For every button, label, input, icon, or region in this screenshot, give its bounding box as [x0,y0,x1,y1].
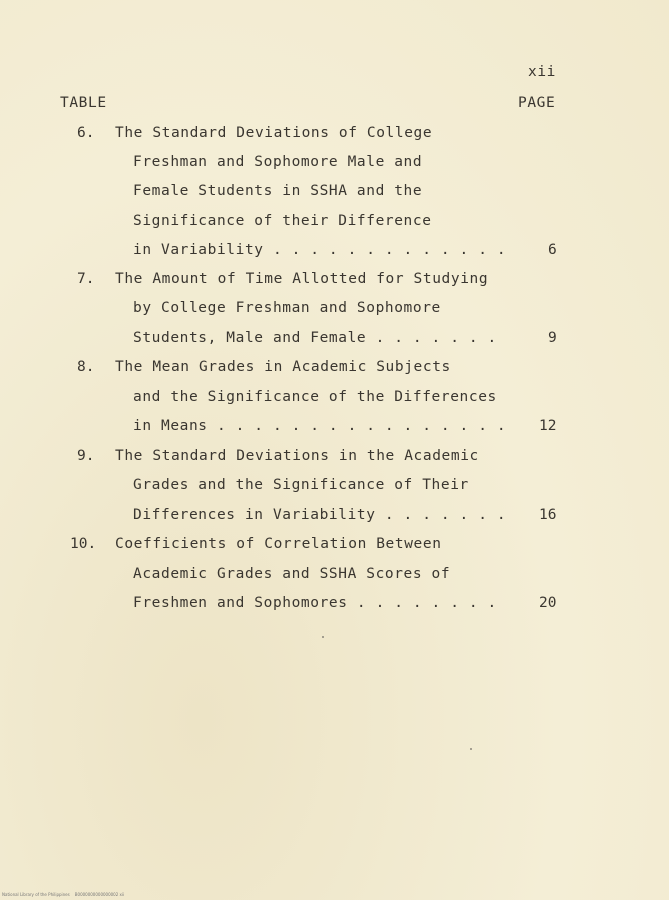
entry-line: The Standard Deviations in the Academic [115,448,479,464]
entry-number: 8. [77,359,95,375]
entry-number: 7. [77,271,95,287]
entry-number: 6. [77,125,95,141]
entry-line: Freshmen and Sophomores . . . . . . . . [133,595,497,611]
entry-line: Female Students in SSHA and the [133,183,423,199]
page-number: xii [528,64,556,80]
entry-line: Students, Male and Female . . . . . . . [133,330,497,346]
entry-number: 9. [77,448,95,464]
entry-line: Differences in Variability . . . . . . . [133,507,507,523]
entry-line: The Mean Grades in Academic Subjects [115,359,451,375]
page-column-header: PAGE [518,95,556,111]
entry-page: 9 [548,330,557,346]
entry-line: The Amount of Time Allotted for Studying [115,271,489,287]
entry-line: in Means . . . . . . . . . . . . . . . . [133,418,507,434]
scan-footer: National Library of the Philippines B0000000000000002 xii [2,892,125,897]
entry-page: 6 [548,242,557,258]
entry-line: in Variability . . . . . . . . . . . . . [133,242,507,258]
entry-line: Significance of their Difference [133,213,432,229]
paper-speck [470,748,472,750]
entry-line: and the Significance of the Differences [133,389,497,405]
entry-page: 20 [539,595,557,611]
entry-line: by College Freshman and Sophomore [133,300,441,316]
entry-number: 10. [70,536,97,552]
entry-page: 16 [539,507,557,523]
entry-line: Coefficients of Correlation Between [115,536,442,552]
entry-line: The Standard Deviations of College [115,125,433,141]
entry-page: 12 [539,418,557,434]
entry-line: Academic Grades and SSHA Scores of [133,566,451,582]
entry-line: Freshman and Sophomore Male and [133,154,423,170]
paper-speck [322,636,324,638]
entry-line: Grades and the Significance of Their [133,477,469,493]
table-column-header: TABLE [60,95,107,111]
